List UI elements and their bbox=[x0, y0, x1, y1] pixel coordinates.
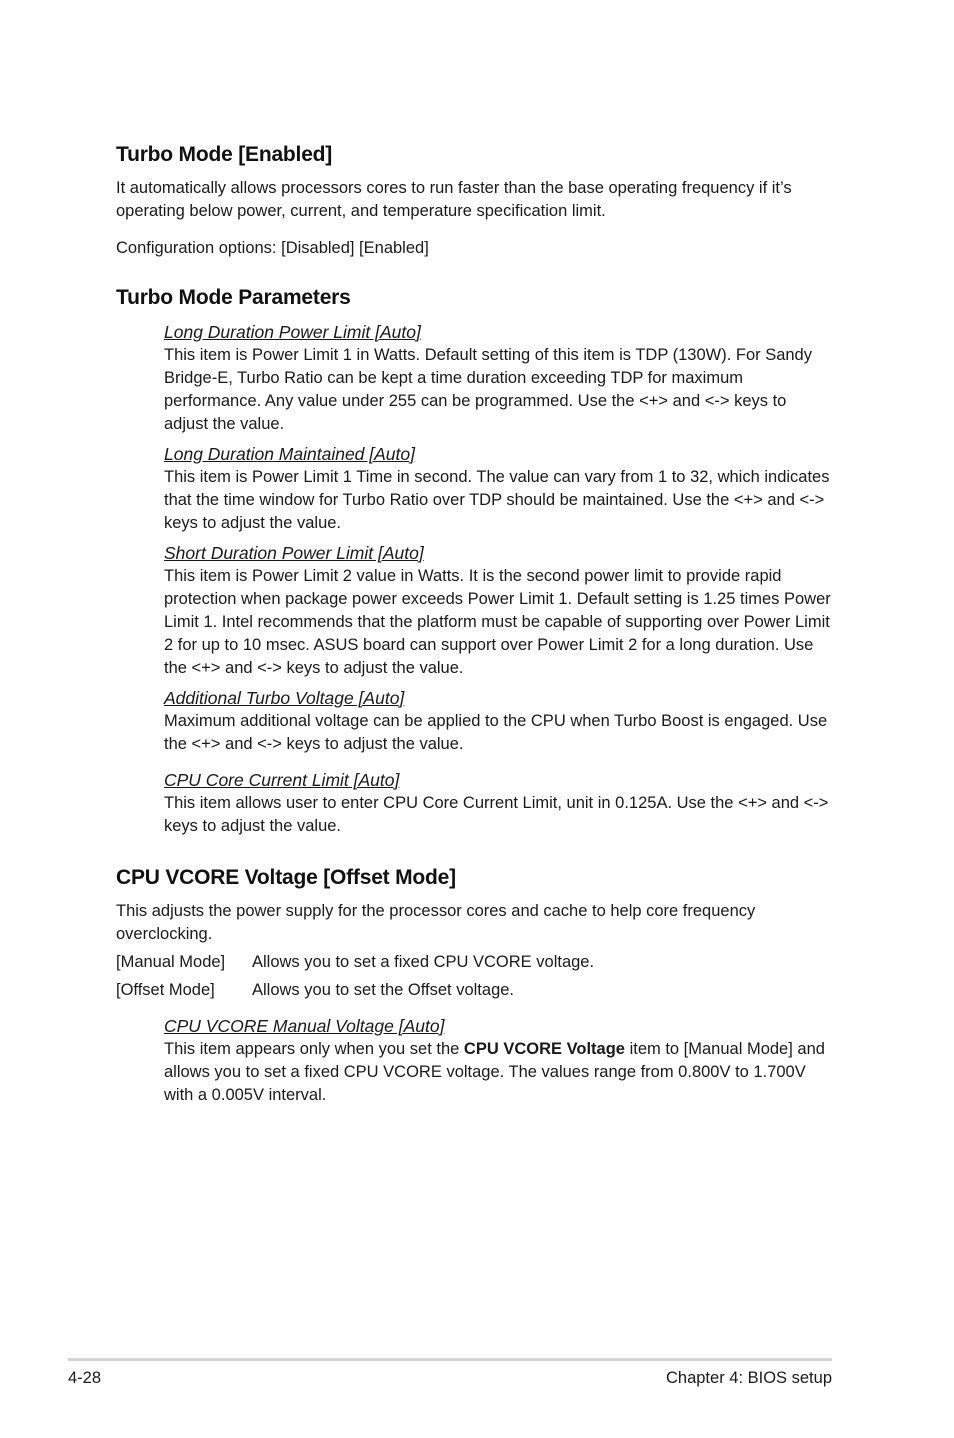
vcore-manual-title: CPU VCORE Manual Voltage [Auto] bbox=[164, 1016, 445, 1036]
vcore-description: This adjusts the power supply for the processor cores and cache to help core frequency overclocking. bbox=[116, 902, 756, 943]
vcore-manual-body-post: item to [Manual Mode] and allows you to set a fixed CPU VCORE voltage. The values range from 0.800V to 1.700V with a 0.005V interval. bbox=[164, 1040, 825, 1104]
vcore-option-key: [Offset Mode] bbox=[116, 981, 215, 999]
document-content bbox=[116, 143, 832, 1107]
vcore-manual-body bbox=[164, 1038, 832, 1107]
turbo-param-title: Long Duration Maintained [Auto] bbox=[164, 444, 415, 464]
turbo-mode-description: It automatically allows processors cores to run faster than the base operating frequency if it’s operating below power, current, and temperature specification limit. bbox=[116, 179, 792, 220]
vcore-option-row bbox=[116, 979, 832, 1002]
turbo-param-body: This item allows user to enter CPU Core Current Limit, unit in 0.125A. Use the <+> and <-> keys to adjust the value. bbox=[164, 794, 829, 835]
turbo-param-title: Additional Turbo Voltage [Auto] bbox=[164, 688, 405, 708]
chapter-label: Chapter 4: BIOS setup bbox=[665, 1369, 832, 1387]
footer-divider bbox=[68, 1358, 832, 1361]
turbo-param-body: Maximum additional voltage can be applied to the CPU when Turbo Boost is engaged. Use the <+> and <-> keys to adjust the value. bbox=[164, 712, 828, 753]
turbo-param-item bbox=[164, 686, 832, 756]
turbo-param-item bbox=[164, 768, 832, 838]
vcore-option-desc: Allows you to set the Offset voltage. bbox=[252, 981, 515, 999]
vcore-manual-item bbox=[164, 1014, 832, 1107]
turbo-param-body: This item is Power Limit 2 value in Watts. It is the second power limit to provide rapid protection when package power exceeds Power Limit 1. Default setting is 1.25 times Power Limit 1. Intel recommends that the platform must be capable of supporting over Power Limit 2 for up to 10 msec. ASUS board can support over Power Limit 2 for a long duration. Use the <+> and <-> keys to adjust the value. bbox=[164, 567, 831, 677]
turbo-param-item bbox=[164, 320, 832, 436]
vcore-option-row bbox=[116, 951, 832, 974]
turbo-mode-heading: Turbo Mode [Enabled] bbox=[116, 143, 333, 166]
vcore-heading: CPU VCORE Voltage [Offset Mode] bbox=[116, 866, 456, 889]
turbo-param-body: This item is Power Limit 1 in Watts. Default setting of this item is TDP (130W). For Sandy Bridge-E, Turbo Ratio can be kept a time duration exceeding TDP for maximum performance. Any value under 255 can be programmed. Use the <+> and <-> keys to adjust the value. bbox=[164, 346, 812, 433]
vcore-manual-body-bold: CPU VCORE Voltage bbox=[463, 1040, 625, 1058]
turbo-param-title: Short Duration Power Limit [Auto] bbox=[164, 543, 424, 563]
vcore-option-key: [Manual Mode] bbox=[116, 953, 226, 971]
turbo-param-body: This item is Power Limit 1 Time in second. The value can vary from 1 to 32, which indicates that the time window for Turbo Ratio over TDP should be maintained. Use the <+> and <-> keys to adjust the value. bbox=[164, 468, 830, 532]
page-number: 4-28 bbox=[68, 1369, 102, 1387]
turbo-param-title: Long Duration Power Limit [Auto] bbox=[164, 322, 421, 342]
turbo-param-item bbox=[164, 541, 832, 680]
turbo-mode-config-options: Configuration options: [Disabled] [Enabled] bbox=[116, 239, 429, 257]
turbo-params-heading: Turbo Mode Parameters bbox=[116, 286, 351, 309]
turbo-param-item bbox=[164, 442, 832, 535]
turbo-param-title: CPU Core Current Limit [Auto] bbox=[164, 770, 400, 790]
vcore-manual-body-pre: This item appears only when you set the bbox=[164, 1040, 464, 1058]
vcore-option-desc: Allows you to set a fixed CPU VCORE voltage. bbox=[252, 953, 595, 971]
